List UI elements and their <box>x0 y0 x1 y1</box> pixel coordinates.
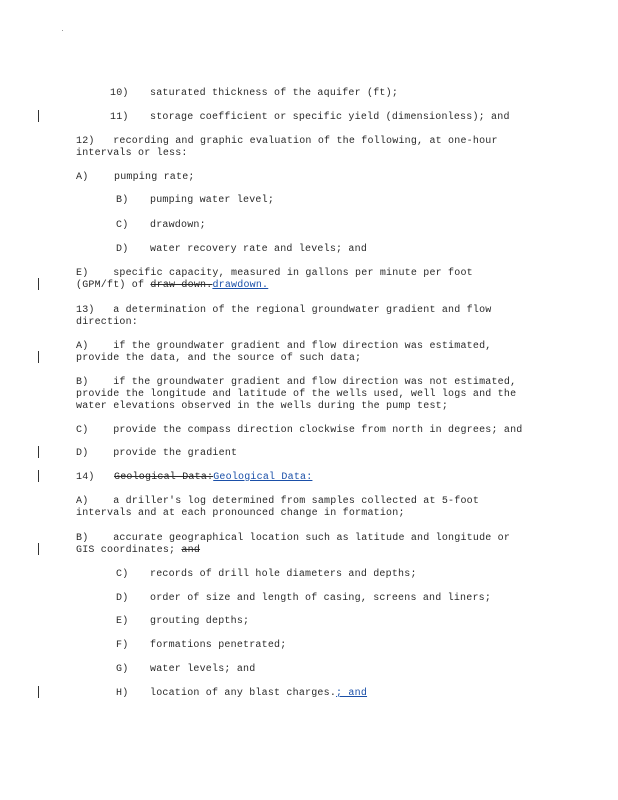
item-14-heading <box>114 472 312 484</box>
change-bar <box>38 543 39 555</box>
deleted-text: Geological Data: <box>114 472 214 483</box>
subitem-a-log-line-1: A) a driller's log determined from samples collected at 5-foot <box>76 496 480 507</box>
item-13-line-2: direction: <box>76 317 139 328</box>
subitem-a-grad-line-1: A) if the groundwater gradient and flow direction was estimated, <box>76 341 492 352</box>
subitem-a-text: pumping rate; <box>114 172 195 183</box>
subitem-d-text: water recovery rate and levels; and <box>150 244 368 255</box>
subitem-e-line-2-prefix: (GPM/ft) of <box>76 280 151 291</box>
subitem-b-grad-line-3: water elevations observed in the wells during the pump test; <box>76 401 449 412</box>
subitem-d-gradient: D) provide the gradient <box>76 448 238 459</box>
change-bar <box>38 278 39 290</box>
subitem-a-log-line-2: intervals and at each pronounced change in formation; <box>76 508 405 519</box>
item-12-line-1: 12) recording and graphic evaluation of the following, at one-hour <box>76 136 498 147</box>
subitem-b-geo-line-2 <box>76 545 200 557</box>
subitem-c-compass: C) provide the compass direction clockwise from north in degrees; and <box>76 425 523 436</box>
item-10-text: saturated thickness of the aquifer (ft); <box>150 88 399 99</box>
subitem-b-number: B) <box>116 195 129 206</box>
change-bar <box>38 110 39 122</box>
subitem-d-number: D) <box>116 244 129 255</box>
subitem-b-text: pumping water level; <box>150 195 275 206</box>
subitem-d-order-text: order of size and length of casing, screens and liners; <box>150 593 492 604</box>
item-10-number: 10) <box>110 88 129 99</box>
subitem-c-drill-text: records of drill hole diameters and depths; <box>150 569 417 580</box>
subitem-e-grout-number: E) <box>116 616 129 627</box>
subitem-b-geo-prefix: GIS coordinates; <box>76 545 182 556</box>
subitem-c-number: C) <box>116 220 129 231</box>
subitem-e-line-1: E) specific capacity, measured in gallons per minute per foot <box>76 268 473 279</box>
subitem-d-order-number: D) <box>116 593 129 604</box>
subitem-h-blast-text: location of any blast charges. <box>150 688 337 699</box>
item-11-number: 11) <box>110 112 129 123</box>
scan-speck <box>62 30 63 31</box>
item-12-line-2: intervals or less: <box>76 148 188 159</box>
inserted-text: Geological Data: <box>213 472 313 483</box>
change-bar <box>38 686 39 698</box>
subitem-b-grad-line-2: provide the longitude and latitude of the wells used, well logs and the <box>76 389 517 400</box>
subitem-e-line-2 <box>76 280 268 292</box>
item-11-text: storage coefficient or specific yield (dimensionless); and <box>150 112 510 123</box>
subitem-b-geo-line-1: B) accurate geographical location such as latitude and longitude or <box>76 533 511 544</box>
deleted-text: draw down. <box>150 280 213 291</box>
item-14-number: 14) <box>76 472 95 483</box>
change-bar <box>38 470 39 482</box>
inserted-text: drawdown. <box>212 280 269 291</box>
subitem-c-text: drawdown; <box>150 220 206 231</box>
change-bar <box>38 446 39 458</box>
subitem-h-blast-number: H) <box>116 688 129 699</box>
subitem-g-water-text: water levels; and <box>150 664 256 675</box>
subitem-g-water-number: G) <box>116 664 129 675</box>
subitem-a-number: A) <box>76 172 89 183</box>
subitem-h-blast-line <box>150 688 367 700</box>
subitem-f-form-number: F) <box>116 640 129 651</box>
subitem-e-grout-text: grouting depths; <box>150 616 250 627</box>
inserted-text: ; and <box>336 688 368 699</box>
item-13-line-1: 13) a determination of the regional groundwater gradient and flow <box>76 305 492 316</box>
subitem-b-grad-line-1: B) if the groundwater gradient and flow direction was not estimated, <box>76 377 517 388</box>
deleted-text: and <box>181 545 201 556</box>
subitem-f-form-text: formations penetrated; <box>150 640 287 651</box>
subitem-a-grad-line-2: provide the data, and the source of such data; <box>76 353 362 364</box>
change-bar <box>38 351 39 363</box>
subitem-c-drill-number: C) <box>116 569 129 580</box>
